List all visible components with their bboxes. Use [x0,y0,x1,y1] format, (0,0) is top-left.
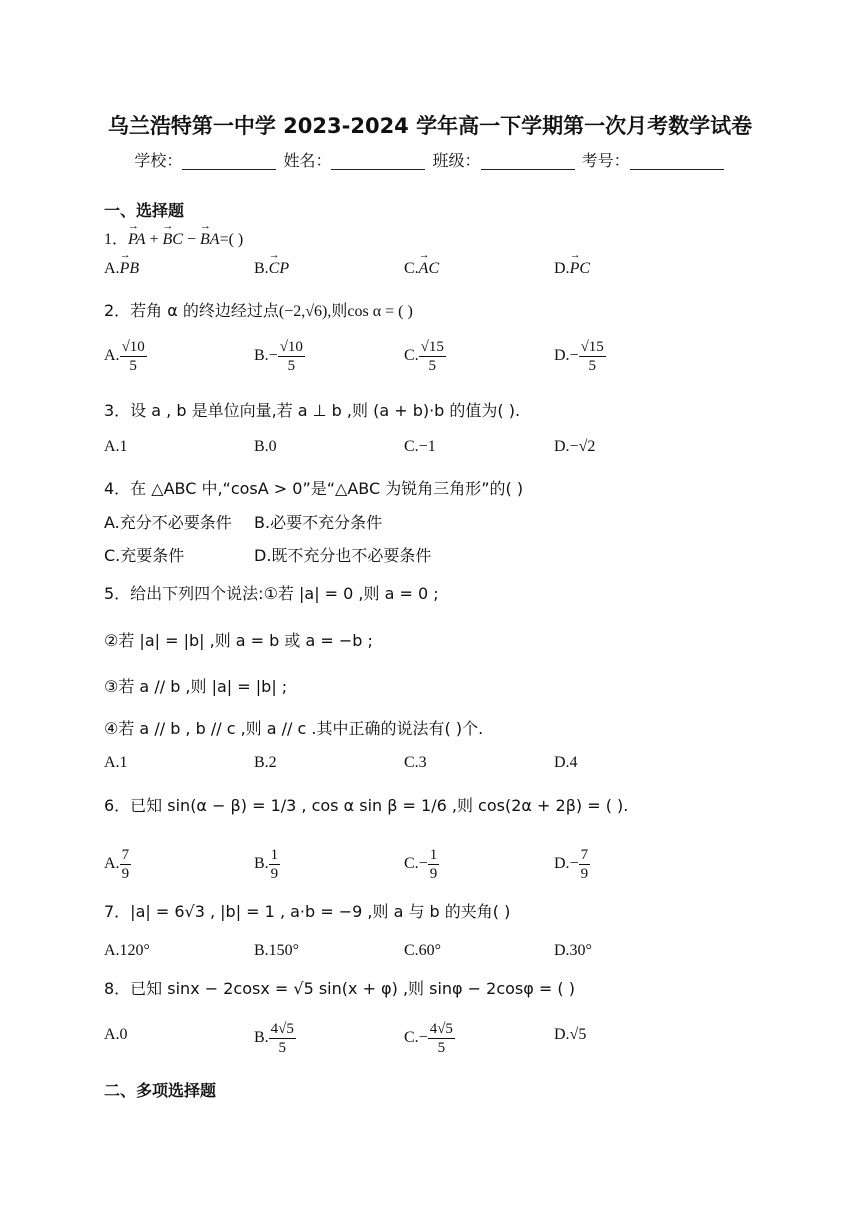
question-5-line-2: ②若 |a| = |b| ,则 a = b 或 a = −b ; [104,631,373,650]
option-a[interactable]: A.→ PB [104,260,139,278]
option-d[interactable]: D.√5 [554,1026,587,1043]
option-b[interactable]: B.2 [254,754,277,771]
option-a[interactable]: A. $\frac{√10}{5}$ [104,339,145,374]
exam-title: 乌兰浩特第一中学 2023-2024 学年高一下学期第一次月考数学试卷 [107,114,753,138]
option-c[interactable]: C.→ AC [404,260,439,278]
option-c[interactable]: C.− $\frac{1}{9}$ [404,847,438,882]
class-blank[interactable] [481,153,575,170]
option-b[interactable]: B. $\frac{4√5}{5}$ [254,1021,294,1056]
option-d[interactable]: D.4 [554,754,578,771]
option-b[interactable]: B.0 [254,438,277,455]
name-blank[interactable] [331,153,425,170]
exam-number-blank[interactable] [630,153,724,170]
option-d[interactable]: D.→ PC [554,260,590,278]
option-b[interactable]: B.→ CP [254,260,289,278]
option-c[interactable]: C.−1 [404,438,436,455]
option-a[interactable]: A.120° [104,942,150,959]
option-a[interactable]: A.充分不必要条件 [104,513,232,532]
question-8: 8．已知 sinx − 2cosx = √5 sin(x + φ) ,则 sinφ − 2cosφ = ( ) [104,979,575,998]
option-b[interactable]: B.150° [254,942,300,959]
question-4-options-row2 [104,543,724,573]
option-c[interactable]: C.充要条件 [104,546,185,565]
question-1: 1．→ PA + → BC − → BA=( ) [104,226,243,249]
option-a[interactable]: A.1 [104,754,128,771]
question-5-options [104,754,724,784]
option-b[interactable]: B.− $\frac{√10}{5}$ [254,339,303,374]
question-3: 3．设 a , b 是单位向量,若 a ⊥ b ,则 (a + b)·b 的值为( ). [104,401,521,420]
option-b[interactable]: B.必要不充分条件 [254,513,383,532]
question-3-options [104,438,724,468]
question-5-line-1: 5．给出下列四个说法:①若 |a| = 0 ,则 a = 0 ; [104,584,439,603]
question-4: 4．在 △ABC 中,“cosA > 0”是“△ABC 为锐角三角形”的( ) [104,479,524,498]
option-c[interactable]: C.− $\frac{4√5}{5}$ [404,1021,453,1056]
student-info-line [0,148,860,171]
option-c[interactable]: C.60° [404,942,442,959]
option-a[interactable]: A. $\frac{7}{9}$ [104,847,130,882]
question-2: 2．若角 α 的终边经过点(−2,√6),则cos α = ( ) [104,301,413,320]
option-d[interactable]: D.− $\frac{7}{9}$ [554,847,589,882]
option-a[interactable]: A.0 [104,1026,128,1043]
question-5-line-3: ③若 a // b ,则 |a| = |b| ; [104,677,288,696]
option-d[interactable]: D.− $\frac{√15}{5}$ [554,339,604,374]
field-exam-number: 考号： [581,151,630,170]
option-d[interactable]: D.既不充分也不必要条件 [254,546,432,565]
option-c[interactable]: C.3 [404,754,427,771]
question-7: 7．|a| = 6√3 , |b| = 1 , a·b = −9 ,则 a 与 b 的夹角( ) [104,902,511,921]
field-school: 学校： [134,151,183,170]
option-d[interactable]: D.−√2 [554,438,596,455]
question-6-options [104,846,724,882]
question-7-options [104,942,724,972]
school-blank[interactable] [182,153,276,170]
field-name: 姓名： [283,151,332,170]
option-c[interactable]: C. $\frac{√15}{5}$ [404,339,444,374]
option-d[interactable]: D.30° [554,942,592,959]
option-a[interactable]: A.1 [104,438,128,455]
question-2-options [104,338,724,374]
question-4-options-row1 [104,510,724,540]
section-single-choice: 一、选择题 [104,201,185,220]
question-6: 6．已知 sin(α − β) = 1/3 , cos α sin β = 1/6 ,则 cos(2α + 2β) = ( ). [104,796,629,815]
section-multiple-choice: 二、多项选择题 [104,1081,217,1100]
question-8-options [104,1020,724,1056]
question-1-options [104,260,724,290]
option-b[interactable]: B. $\frac{1}{9}$ [254,847,279,882]
field-class: 班级： [432,151,481,170]
question-5-line-4: ④若 a // b , b // c ,则 a // c .其中正确的说法有( )个. [104,719,484,738]
